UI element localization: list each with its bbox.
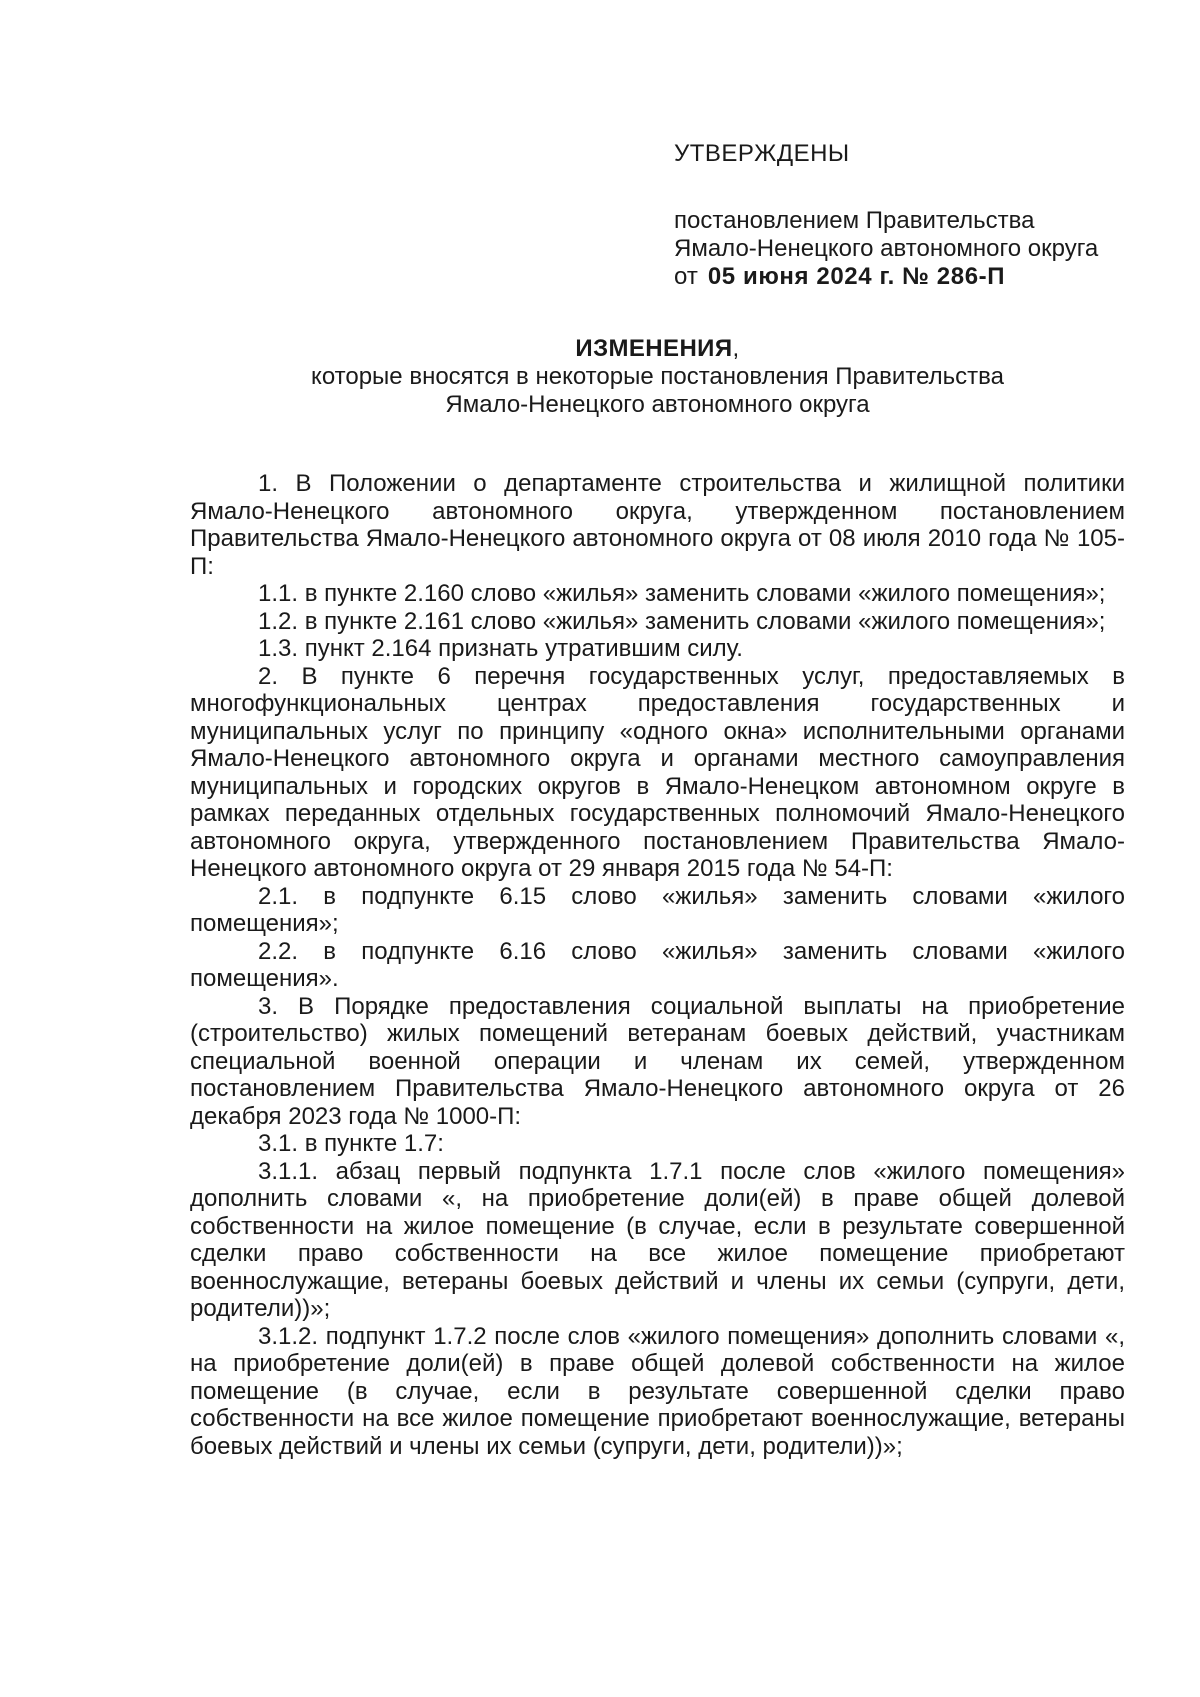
paragraph-1-1: 1.1. в пункте 2.160 слово «жилья» заменить словами «жилого помещения»; — [258, 580, 1106, 607]
paragraph-3-1-2: 3.1.2. подпункт 1.7.2 после слов «жилого помещения» дополнить словами «, на приобретение доли(ей) в праве общей долевой собственности на жилое помещение (в случае, если в результате совершенной сделки право собственности на все жилое помещение приобретают военнослужащие, ветераны боевых действий и члены их семьи (супруги, дети, родители))»; — [190, 1322, 1125, 1460]
document-body — [190, 470, 1125, 1460]
paragraph-1: 1. В Положении о департаменте строительства и жилищной политики Ямало-Ненецкого автономного округа, утвержденном постановлением Правительства Ямало-Ненецкого автономного округа от 08 июля 2010 года № 105-П: — [190, 470, 1125, 580]
document-subtitle-line-2: Ямало-Ненецкого автономного округа — [445, 391, 870, 418]
document-subtitle-line-1: которые вносятся в некоторые постановления Правительства — [311, 363, 1004, 390]
approved-label: УТВЕРЖДЕНЫ — [674, 140, 850, 167]
paragraph-2-1: 2.1. в подпункте 6.15 слово «жилья» заменить словами «жилого помещения»; — [190, 882, 1125, 937]
document-title — [190, 335, 1125, 363]
paragraph-3-1: 3.1. в пункте 1.7: — [258, 1130, 444, 1157]
approval-date-value: 05 июня 2024 г. № 286-П — [707, 263, 1006, 290]
paragraph-3: 3. В Порядке предоставления социальной выплаты на приобретение (строительство) жилых помещений ветеранам боевых действий, участникам специальной военной операции и членам их семей, утвержденном постановлением Правительства Ямало-Ненецкого автономного округа от 26 декабря 2023 года № 1000-П: — [190, 992, 1125, 1130]
title-block — [190, 335, 1125, 419]
approval-date-prefix: от — [674, 263, 698, 290]
approval-date-line — [674, 263, 1174, 291]
document-title-heading: ИЗМЕНЕНИЯ — [575, 335, 733, 362]
document-title-punct: , — [732, 335, 740, 362]
approval-line-1: постановлением Правительства — [674, 207, 1035, 234]
paragraph-1-2: 1.2. в пункте 2.161 слово «жилья» заменить словами «жилого помещения»; — [258, 607, 1106, 635]
paragraph-2-2: 2.2. в подпункте 6.16 слово «жилья» заменить словами «жилого помещения». — [190, 937, 1125, 992]
paragraph-2: 2. В пункте 6 перечня государственных услуг, предоставляемых в многофункциональных центрах предоставления государственных и муниципальных услуг по принципу «одного окна» исполнительными органами Ямало-Ненецкого автономного округа и органами местного самоуправления муниципальных и городских округов в Ямало-Ненецком автономном округе в рамках переданных отдельных государственных полномочий Ямало-Ненецкого автономного округа, утвержденного постановлением Правительства Ямало-Ненецкого автономного округа от 29 января 2015 года № 54-П: — [190, 662, 1125, 882]
approval-line-2: Ямало-Ненецкого автономного округа — [674, 235, 1099, 262]
approval-block — [674, 140, 1174, 291]
paragraph-3-1-1: 3.1.1. абзац первый подпункта 1.7.1 после слов «жилого помещения» дополнить словами «, на приобретение доли(ей) в праве общей долевой собственности на жилое помещение (в случае, если в результате совершенной сделки право собственности на все жилое помещение приобретают военнослужащие, ветераны боевых действий и члены их семьи (супруги, дети, родители))»; — [190, 1157, 1125, 1322]
paragraph-1-3: 1.3. пункт 2.164 признать утратившим силу. — [258, 635, 743, 662]
